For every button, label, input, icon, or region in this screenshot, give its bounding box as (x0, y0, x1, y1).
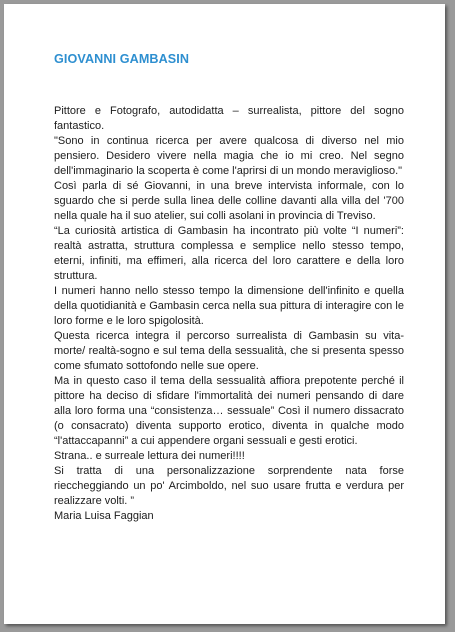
document-body (54, 104, 404, 524)
paragraph: Pittore e Fotografo, autodidatta – surrealista, pittore del sogno fantastico. (54, 105, 404, 132)
paragraph: Così parla di sé Giovanni, in una breve intervista informale, con lo sguardo che si perde sulla linea delle colline davanti alla villa del '700 nella quale ha il suo atelier, sui colli asolani in provincia di Treviso. (54, 180, 404, 222)
paragraph: I numeri hanno nello stesso tempo la dimensione dell'infinito e quella della quotidianità e Gambasin cerca nella sua pittura di interagire con le loro forme e le loro spigolosità. (54, 285, 404, 327)
paragraph: Strana.. e surreale lettura dei numeri!!!! (54, 450, 245, 462)
paragraph: “La curiosità artistica di Gambasin ha incontrato più volte “I numeri”: realtà astratta, struttura complessa e semplice nello stesso tempo, eterni, infiniti, ma effimeri, alla ricerca del loro carattere e della loro struttura. (54, 225, 404, 282)
document-title: GIOVANNI GAMBASIN (54, 52, 190, 66)
author-signature: Maria Luisa Faggian (54, 510, 154, 522)
paragraph: Questa ricerca integra il percorso surrealista di Gambasin su vita-morte/ realtà-sogno e sul tema della sessualità, che si presenta spesso come sfumato sottofondo nelle sue opere. (54, 330, 404, 372)
document-page (4, 4, 445, 624)
paragraph: Ma in questo caso il tema della sessualità affiora prepotente perché il pittore ha deciso di sfidare l'immortalità dei numeri pensando di dare alla loro forma una “consistenza… sessuale” Così il numero dissacrato (o consacrato) diventa supporto erotico, diventa in qualche modo “l'attaccapanni” a cui appendere organi sessuali e gesti erotici. (54, 375, 404, 447)
paragraph: "Sono in continua ricerca per avere qualcosa di diverso nel mio pensiero. Desidero vivere nella magia che io mi creo. Nel segno dell'immaginario la scoperta è come l'aprirsi di un mondo meraviglioso." (54, 135, 404, 177)
paragraph: Si tratta di una personalizzazione sorprendente nata forse riecchеggiando un po' Arcimboldo, nel suo usare frutta e verdura per realizzare volti. ” (54, 465, 404, 507)
